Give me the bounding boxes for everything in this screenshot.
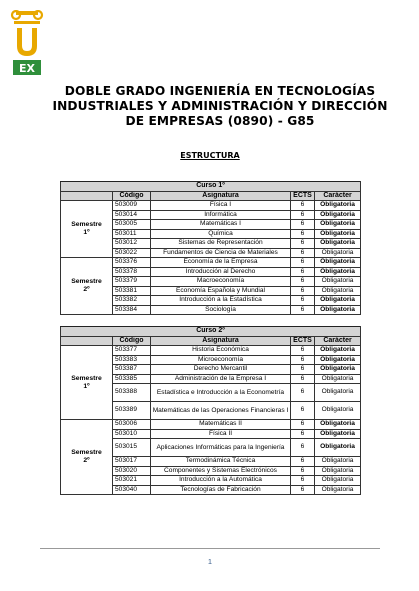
ects-header: ECTS	[291, 191, 315, 201]
subject-ects: 6	[291, 476, 315, 486]
subject-code: 503040	[113, 485, 151, 495]
table-row	[61, 420, 361, 430]
subject-ects: 6	[291, 248, 315, 258]
subject-ects: 6	[291, 277, 315, 287]
subject-ects: 6	[291, 229, 315, 239]
subject-code: 503389	[113, 402, 151, 420]
subject-code: 503017	[113, 457, 151, 467]
subject-ects: 6	[291, 485, 315, 495]
subject-name: Componentes y Sistemas Electrónicos	[151, 466, 291, 476]
subject-code: 503005	[113, 220, 151, 230]
subject-code: 503014	[113, 210, 151, 220]
subject-type: Obligatoria	[315, 466, 361, 476]
subject-code: 503385	[113, 374, 151, 384]
page-number: 1	[207, 557, 213, 566]
code-header: Código	[113, 336, 151, 346]
subject-type: Obligatoria	[315, 248, 361, 258]
type-header: Carácter	[315, 191, 361, 201]
subject-code: 503020	[113, 466, 151, 476]
subject-type: Obligatoria	[315, 239, 361, 249]
ects-header: ECTS	[291, 336, 315, 346]
subject-name: Matemáticas II	[151, 420, 291, 430]
logo-letters: EX	[19, 62, 35, 75]
subject-ects: 6	[291, 439, 315, 457]
subject-code: 503388	[113, 384, 151, 402]
subject-ects: 6	[291, 267, 315, 277]
title-line: DOBLE GRADO INGENIERÍA EN TECNOLOGÍAS	[64, 84, 376, 98]
subject-name: Matemáticas I	[151, 220, 291, 230]
subject-type: Obligatoria	[315, 346, 361, 356]
subject-code: 503010	[113, 429, 151, 439]
subject-name: Administración de la Empresa I	[151, 374, 291, 384]
subject-name: Economía de la Empresa	[151, 258, 291, 268]
subject-code: 503376	[113, 258, 151, 268]
section-title: ESTRUCTURA	[180, 151, 240, 160]
subject-ects: 6	[291, 239, 315, 249]
subject-code: 503021	[113, 476, 151, 486]
subject-name: Derecho Mercantil	[151, 365, 291, 375]
document-title	[40, 84, 400, 129]
subject-code: 503381	[113, 286, 151, 296]
subject-name: Macroeconomía	[151, 277, 291, 287]
table-row	[61, 346, 361, 356]
subject-code: 503379	[113, 277, 151, 287]
subject-ects: 6	[291, 420, 315, 430]
university-logo	[10, 10, 44, 76]
subject-ects: 6	[291, 210, 315, 220]
subject-code: 503387	[113, 365, 151, 375]
subject-type: Obligatoria	[315, 476, 361, 486]
subject-type: Obligatoria	[315, 420, 361, 430]
subject-code: 503012	[113, 239, 151, 249]
subject-type: Obligatoria	[315, 277, 361, 287]
subject-code: 503384	[113, 305, 151, 315]
subject-name: Introducción al Derecho	[151, 267, 291, 277]
subject-ects: 6	[291, 296, 315, 306]
subject-name: Historia Económica	[151, 346, 291, 356]
subject-name: Fundamentos de Ciencia de Materiales	[151, 248, 291, 258]
subject-code: 503383	[113, 355, 151, 365]
empty-header	[61, 191, 113, 201]
subject-code: 503022	[113, 248, 151, 258]
subject-ects: 6	[291, 365, 315, 375]
subject-name: Aplicaciones Informáticas para la Ingeniería	[151, 439, 291, 457]
subject-ects: 6	[291, 201, 315, 211]
subject-code: 503011	[113, 229, 151, 239]
subject-type: Obligatoria	[315, 485, 361, 495]
semester-label: Semestre 2º	[61, 420, 113, 495]
subject-code: 503377	[113, 346, 151, 356]
subject-code: 503009	[113, 201, 151, 211]
subject-type: Obligatoria	[315, 267, 361, 277]
course-title: Curso 1º	[61, 182, 361, 192]
subject-header: Asignatura	[151, 191, 291, 201]
table-row	[61, 258, 361, 268]
subject-type: Obligatoria	[315, 305, 361, 315]
table-row	[61, 201, 361, 211]
subject-type: Obligatoria	[315, 384, 361, 402]
subject-ects: 6	[291, 346, 315, 356]
subject-name: Informática	[151, 210, 291, 220]
subject-type: Obligatoria	[315, 355, 361, 365]
subject-code: 503382	[113, 296, 151, 306]
subject-name: Física I	[151, 201, 291, 211]
code-header: Código	[113, 191, 151, 201]
subject-ects: 6	[291, 355, 315, 365]
subject-name: Termodinámica Técnica	[151, 457, 291, 467]
footer-divider	[40, 548, 380, 549]
subject-type: Obligatoria	[315, 296, 361, 306]
type-header: Carácter	[315, 336, 361, 346]
subject-header: Asignatura	[151, 336, 291, 346]
subject-type: Obligatoria	[315, 457, 361, 467]
semester-label: Semestre 1º	[61, 201, 113, 258]
subject-ects: 6	[291, 429, 315, 439]
subject-type: Obligatoria	[315, 365, 361, 375]
course-table-2	[60, 326, 361, 495]
university-crest-icon	[10, 10, 44, 76]
subject-type: Obligatoria	[315, 429, 361, 439]
subject-type: Obligatoria	[315, 439, 361, 457]
subject-type: Obligatoria	[315, 220, 361, 230]
subject-ects: 6	[291, 374, 315, 384]
subject-ects: 6	[291, 466, 315, 476]
subject-ects: 6	[291, 220, 315, 230]
subject-name: Economía Española y Mundial	[151, 286, 291, 296]
subject-type: Obligatoria	[315, 402, 361, 420]
subject-name: Sistemas de Representación	[151, 239, 291, 249]
subject-ects: 6	[291, 402, 315, 420]
subject-ects: 6	[291, 457, 315, 467]
semester-label: Semestre 2º	[61, 258, 113, 315]
subject-name: Estadística e Introducción a la Econometría	[151, 384, 291, 402]
subject-type: Obligatoria	[315, 258, 361, 268]
empty-header	[61, 336, 113, 346]
subject-name: Física II	[151, 429, 291, 439]
title-line: INDUSTRIALES Y ADMINISTRACIÓN Y DIRECCIÓN	[52, 99, 388, 113]
subject-type: Obligatoria	[315, 374, 361, 384]
subject-name: Tecnologías de Fabricación	[151, 485, 291, 495]
subject-code: 503015	[113, 439, 151, 457]
subject-ects: 6	[291, 305, 315, 315]
title-line: DE EMPRESAS (0890) - G85	[125, 114, 315, 128]
subject-ects: 6	[291, 384, 315, 402]
course-title: Curso 2º	[61, 327, 361, 337]
subject-code: 503006	[113, 420, 151, 430]
course-table-1	[60, 181, 361, 315]
subject-name: Química	[151, 229, 291, 239]
subject-name: Introducción a la Estadística	[151, 296, 291, 306]
semester-label: Semestre 1º	[61, 346, 113, 420]
subject-code: 503378	[113, 267, 151, 277]
subject-type: Obligatoria	[315, 286, 361, 296]
subject-name: Microeconomía	[151, 355, 291, 365]
subject-ects: 6	[291, 286, 315, 296]
subject-name: Introducción a la Automática	[151, 476, 291, 486]
subject-type: Obligatoria	[315, 201, 361, 211]
subject-type: Obligatoria	[315, 229, 361, 239]
subject-name: Matemáticas de las Operaciones Financieras I	[151, 402, 291, 420]
subject-name: Sociología	[151, 305, 291, 315]
subject-type: Obligatoria	[315, 210, 361, 220]
subject-ects: 6	[291, 258, 315, 268]
